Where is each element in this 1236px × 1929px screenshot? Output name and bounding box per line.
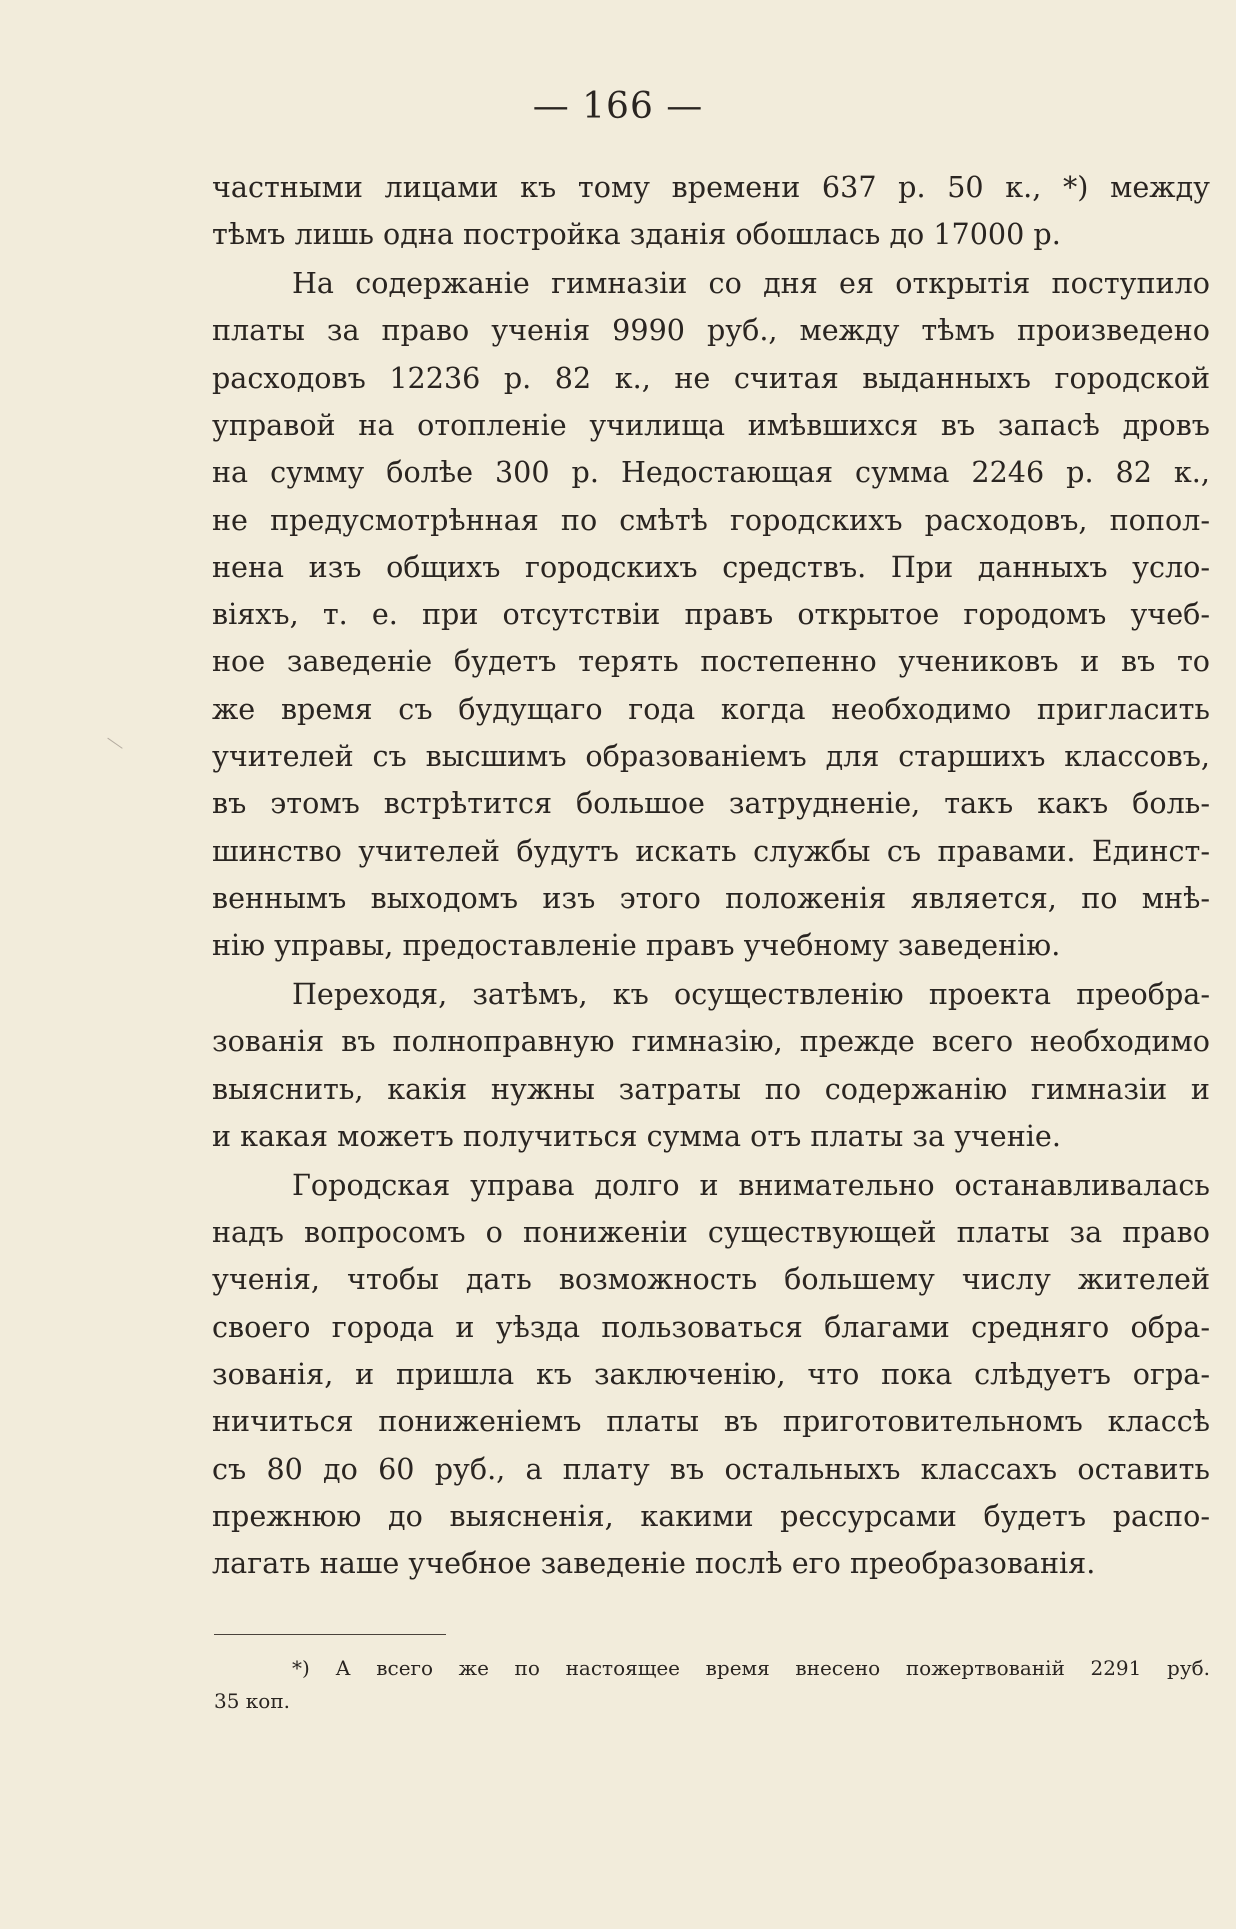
- text-line: нію управы, предоставленіе правъ учебному заведенію.: [212, 928, 1061, 963]
- text-line: нена изъ общихъ городскихъ средствъ. При данныхъ усло-: [212, 549, 1210, 584]
- text-line: ученія, чтобы дать возможность большему числу жителей: [212, 1262, 1210, 1297]
- text-line: зованія въ полноправную гимназію, прежде всего необходимо: [212, 1024, 1210, 1059]
- text-line: Городская управа долго и внимательно останавливалась: [292, 1167, 1210, 1202]
- paragraph: [212, 1162, 1210, 1588]
- text-line: ное заведеніе будетъ терять постепенно учениковъ и въ то: [212, 644, 1210, 679]
- text-line: На содержаніе гимназіи со дня ея открытія поступило: [292, 266, 1210, 301]
- text-line: лагать наше учебное заведеніе послѣ его преобразованія.: [212, 1546, 1096, 1581]
- text-line: учителей съ высшимъ образованіемъ для старшихъ классовъ,: [212, 739, 1210, 774]
- text-line: въ этомъ встрѣтится большое затрудненіе, такъ какъ боль-: [212, 786, 1210, 821]
- text-line: своего города и уѣзда пользоваться благами средняго обра-: [212, 1309, 1210, 1344]
- text-line: на сумму болѣе 300 р. Недостающая сумма 2246 р. 82 к.,: [212, 455, 1210, 490]
- text-line: съ 80 до 60 руб., а плату въ остальныхъ классахъ оставить: [212, 1451, 1210, 1486]
- paragraph: [212, 971, 1210, 1160]
- text-line: частными лицами къ тому времени 637 р. 50 к., *) между: [212, 170, 1210, 204]
- text-line: же время съ будущаго года когда необходимо пригласить: [212, 691, 1210, 726]
- paragraph: [212, 260, 1210, 969]
- footnote-rule: [214, 1634, 446, 1635]
- text-line: управой на отопленіе училища имѣвшихся въ запасѣ дровъ: [212, 407, 1210, 442]
- stray-pen-mark: [107, 726, 130, 749]
- text-line: надъ вопросомъ о пониженіи существующей платы за право: [212, 1215, 1210, 1250]
- page-number: — 166 —: [532, 86, 704, 127]
- text-line: Переходя, затѣмъ, къ осуществленію проекта преобра-: [292, 977, 1210, 1012]
- body-text: [212, 164, 1210, 1587]
- text-line: платы за право ученія 9990 руб., между тѣмъ произведено: [212, 313, 1210, 348]
- footnote-line: *) А всего же по настоящее время внесено пожертвованій 2291 руб.: [292, 1656, 1210, 1680]
- text-line: прежнюю до выясненія, какими рессурсами будетъ распо-: [212, 1498, 1210, 1533]
- text-line: зованія, и пришла къ заключенію, что пока слѣдуетъ огра-: [212, 1356, 1210, 1391]
- text-line: выяснить, какія нужны затраты по содержанію гимназіи и: [212, 1071, 1210, 1106]
- text-line: не предусмотрѣнная по смѣтѣ городскихъ расходовъ, попол-: [212, 502, 1210, 537]
- footnote: [214, 1652, 1210, 1718]
- paragraph: [212, 164, 1210, 259]
- text-line: расходовъ 12236 р. 82 к., не считая выданныхъ городской: [212, 360, 1210, 395]
- text-line: тѣмъ лишь одна постройка зданія обошлась до 17000 р.: [212, 217, 1061, 252]
- text-line: шинство учителей будутъ искать службы съ правами. Единст-: [212, 833, 1210, 868]
- text-line: веннымъ выходомъ изъ этого положенія является, по мнѣ-: [212, 880, 1210, 915]
- footnote-line: 35 коп.: [214, 1689, 291, 1713]
- text-line: и какая можетъ получиться сумма отъ платы за ученіе.: [212, 1118, 1061, 1153]
- text-line: віяхъ, т. е. при отсутствіи правъ открытое городомъ учеб-: [212, 597, 1210, 632]
- text-line: ничиться пониженіемъ платы въ приготовительномъ классѣ: [212, 1404, 1210, 1439]
